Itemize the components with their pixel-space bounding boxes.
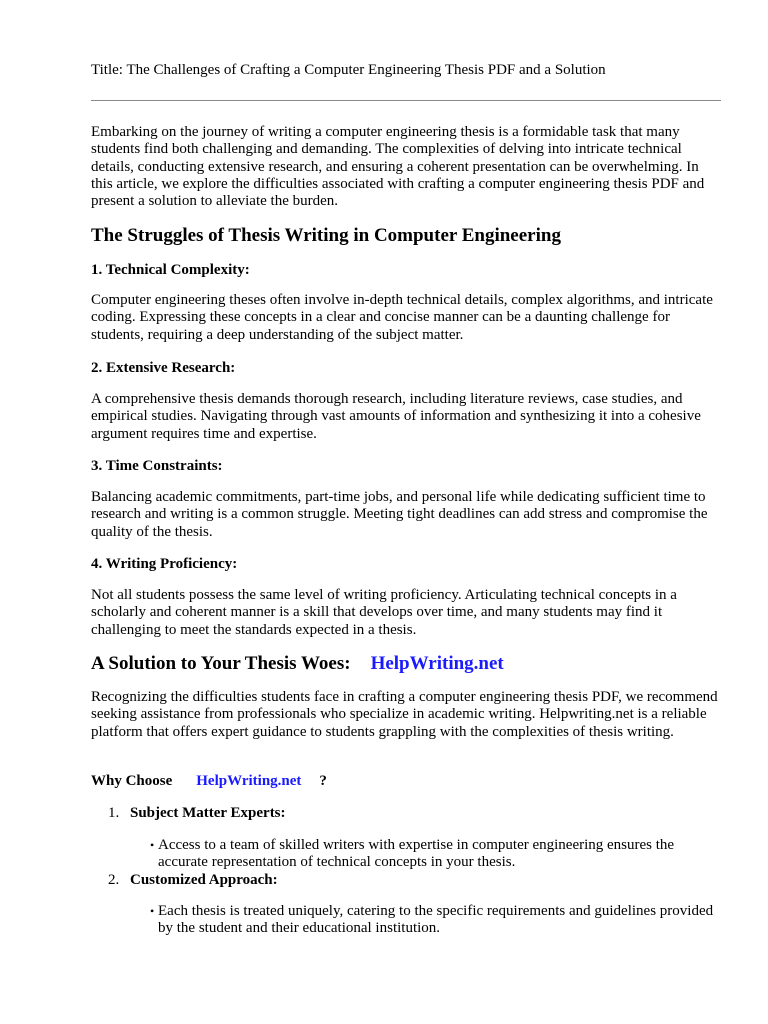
struggle-heading-research: 2. Extensive Research: — [91, 360, 236, 376]
list-label: Customized Approach: — [130, 872, 278, 888]
struggle-heading-time: 3. Time Constraints: — [91, 458, 223, 474]
bullet-subject-experts — [150, 837, 721, 872]
intro-paragraph: Embarking on the journey of writing a computer engineering thesis is a formidable task that many students find both challenging and demanding. The complexities of delving into intricate technical details, conducting extensive research, and ensuring a coherent presentation can be overwhelming. In this article, we explore the difficulties associated with crafting a computer engineering thesis PDF and present a solution to alleviate the burden. — [91, 124, 705, 210]
struggle-text-technical: Computer engineering theses often involve in-depth technical details, complex algorithms, and intricate coding. Expressing these concepts in a clear and concise manner can be a daunting challenge for students, requiring a deep understanding of the subject matter. — [91, 292, 713, 343]
helpwriting-link[interactable]: HelpWriting.net — [370, 653, 504, 674]
bullet-text: Each thesis is treated uniquely, catering to the specific requirements and guidelines provided by the student and their educational institution. — [158, 903, 714, 937]
list-number: 2. — [108, 872, 120, 888]
solution-heading-text: A Solution to Your Thesis Woes: — [91, 653, 351, 674]
why-choose-link[interactable]: HelpWriting.net — [196, 773, 302, 789]
struggle-heading-technical: 1. Technical Complexity: — [91, 262, 250, 278]
struggle-heading-writing: 4. Writing Proficiency: — [91, 556, 238, 572]
bullet-text: Access to a team of skilled writers with expertise in computer engineering ensures the accurate representation of technical concepts in your thesis. — [158, 837, 675, 871]
bullet-customized — [150, 903, 721, 938]
list-label: Subject Matter Experts: — [130, 805, 286, 821]
list-number: 1. — [108, 805, 120, 821]
bullet-icon: • — [150, 904, 155, 918]
why-choose-prefix: Why Choose — [91, 773, 173, 789]
why-choose-heading — [91, 772, 327, 790]
bullet-icon: • — [150, 838, 155, 852]
document-title: Title: The Challenges of Crafting a Computer Engineering Thesis PDF and a Solution — [91, 62, 606, 78]
struggle-text-time: Balancing academic commitments, part-time jobs, and personal life while dedicating sufficient time to research and writing is a common struggle. Meeting tight deadlines can add stress and compromise the quality of the thesis. — [91, 489, 708, 540]
solution-paragraph: Recognizing the difficulties students face in crafting a computer engineering thesis PDF, we recommend seeking assistance from professionals who specialize in academic writing. Helpwriting.net is a reliable platform that offers expert guidance to students grappling with the complexities of thesis writing. — [91, 689, 718, 740]
struggles-heading: The Struggles of Thesis Writing in Computer Engineering — [91, 225, 561, 246]
solution-heading — [91, 653, 504, 675]
list-item-subject-experts — [108, 804, 286, 822]
why-choose-suffix: ? — [319, 773, 327, 789]
struggle-text-research: A comprehensive thesis demands thorough research, including literature reviews, case studies, and empirical studies. Navigating through vast amounts of information and synthesizing it into a cohesive argument requires time and expertise. — [91, 391, 701, 442]
struggle-text-writing: Not all students possess the same level of writing proficiency. Articulating technical concepts in a scholarly and coherent manner is a skill that develops over time, and many students may find it challenging to meet the standards expected in a thesis. — [91, 587, 677, 638]
list-item-customized — [108, 871, 278, 889]
title-divider — [91, 100, 721, 101]
